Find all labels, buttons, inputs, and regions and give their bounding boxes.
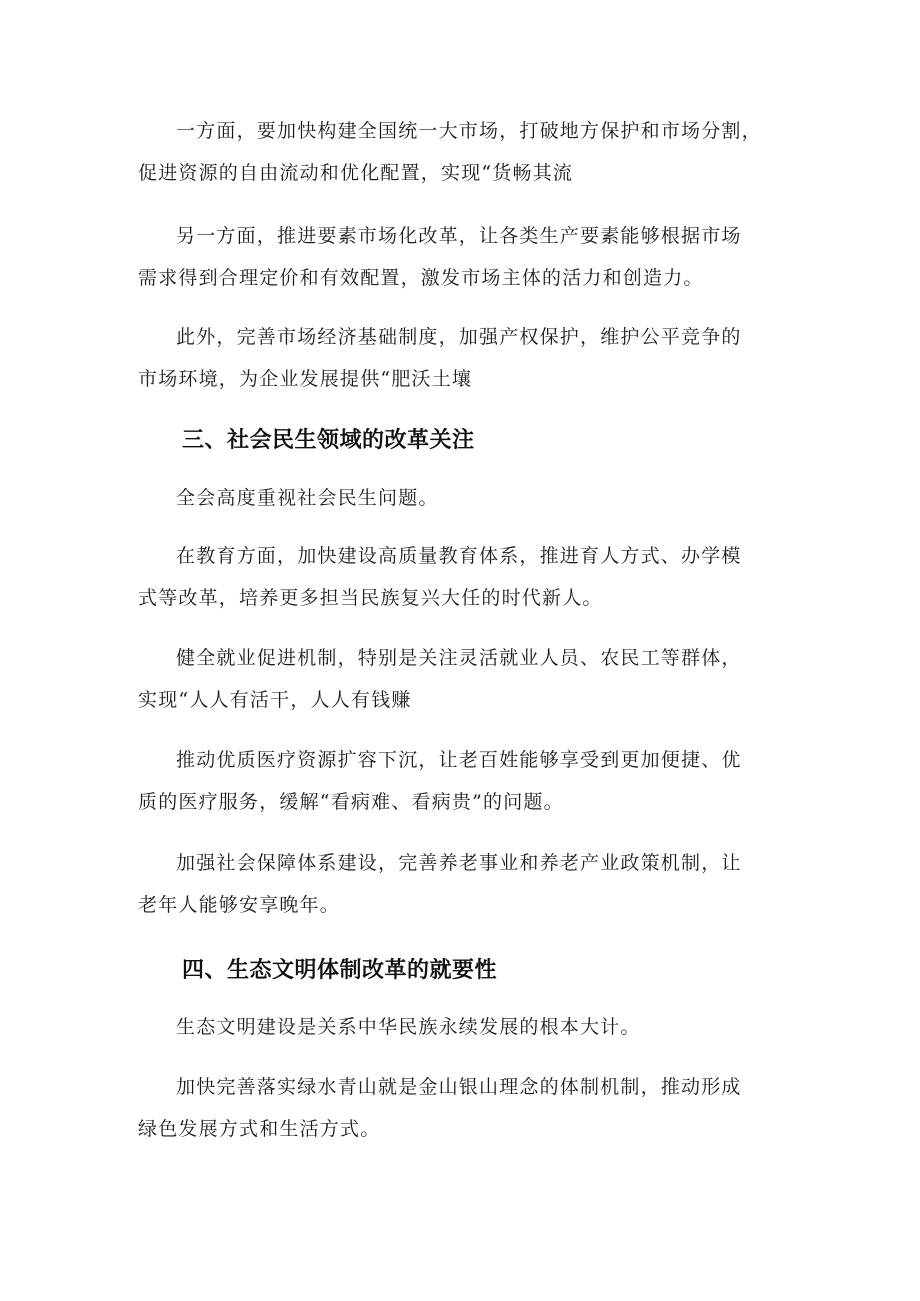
paragraph-market-economy-system [138, 316, 798, 400]
paragraph-line: 全会高度重视社会民生问题。 [176, 487, 439, 509]
paragraph-green-development [138, 1066, 798, 1150]
paragraph-employment [138, 637, 798, 721]
section-heading-ecological [138, 951, 798, 991]
paragraph-line: 在教育方面，加快建设高质量教育体系，推进育人方式、办学模 [176, 545, 742, 567]
paragraph-line: 质的医疗服务，缓解“看病难、看病贵”的问题。 [138, 791, 564, 813]
section-heading: 三、社会民生领域的改革关注 [182, 428, 475, 453]
paragraph-line: 一方面，要加快构建全国统一大市场，打破地方保护和市场分割， [176, 120, 762, 142]
paragraph-line: 式等改革，培养更多担当民族复兴大任的时代新人。 [138, 587, 603, 609]
paragraph-education [138, 535, 798, 619]
paragraph-line: 加强社会保障体系建设，完善养老事业和养老产业政策机制，让 [176, 852, 742, 874]
section-heading: 四、生态文明体制改革的就要性 [182, 958, 498, 983]
paragraph-line: 生态文明建设是关系中华民族永续发展的根本大计。 [176, 1016, 641, 1038]
paragraph-line: 老年人能够安享晚年。 [138, 894, 341, 916]
paragraph-line: 需求得到合理定价和有效配置，激发市场主体的活力和创造力。 [138, 267, 704, 289]
paragraph-ecological-intro [138, 1006, 798, 1048]
paragraph-line: 实现“人人有活干，人人有钱赚 [138, 689, 412, 711]
paragraph-line: 绿色发展方式和生活方式。 [138, 1118, 381, 1140]
paragraph-line: 市场环境，为企业发展提供“肥沃土壤 [138, 368, 473, 390]
section-heading-social-livelihood [138, 421, 798, 461]
paragraph-line: 加快完善落实绿水青山就是金山银山理念的体制机制，推动形成 [176, 1076, 742, 1098]
paragraph-line: 促进资源的自由流动和优化配置，实现“货畅其流 [138, 162, 574, 184]
paragraph-line: 此外，完善市场经济基础制度，加强产权保护，维护公平竞争的 [176, 326, 742, 348]
paragraph-factor-market-reform [138, 215, 798, 299]
paragraph-unified-market [138, 110, 798, 194]
paragraph-line: 健全就业促进机制，特别是关注灵活就业人员、农民工等群体， [176, 647, 742, 669]
paragraph-line: 另一方面，推进要素市场化改革，让各类生产要素能够根据市场 [176, 225, 742, 247]
paragraph-line: 推动优质医疗资源扩容下沉，让老百姓能够享受到更加便捷、优 [176, 749, 742, 771]
paragraph-social-security [138, 842, 798, 926]
paragraph-social-livelihood-intro [138, 477, 798, 519]
paragraph-healthcare [138, 739, 798, 823]
